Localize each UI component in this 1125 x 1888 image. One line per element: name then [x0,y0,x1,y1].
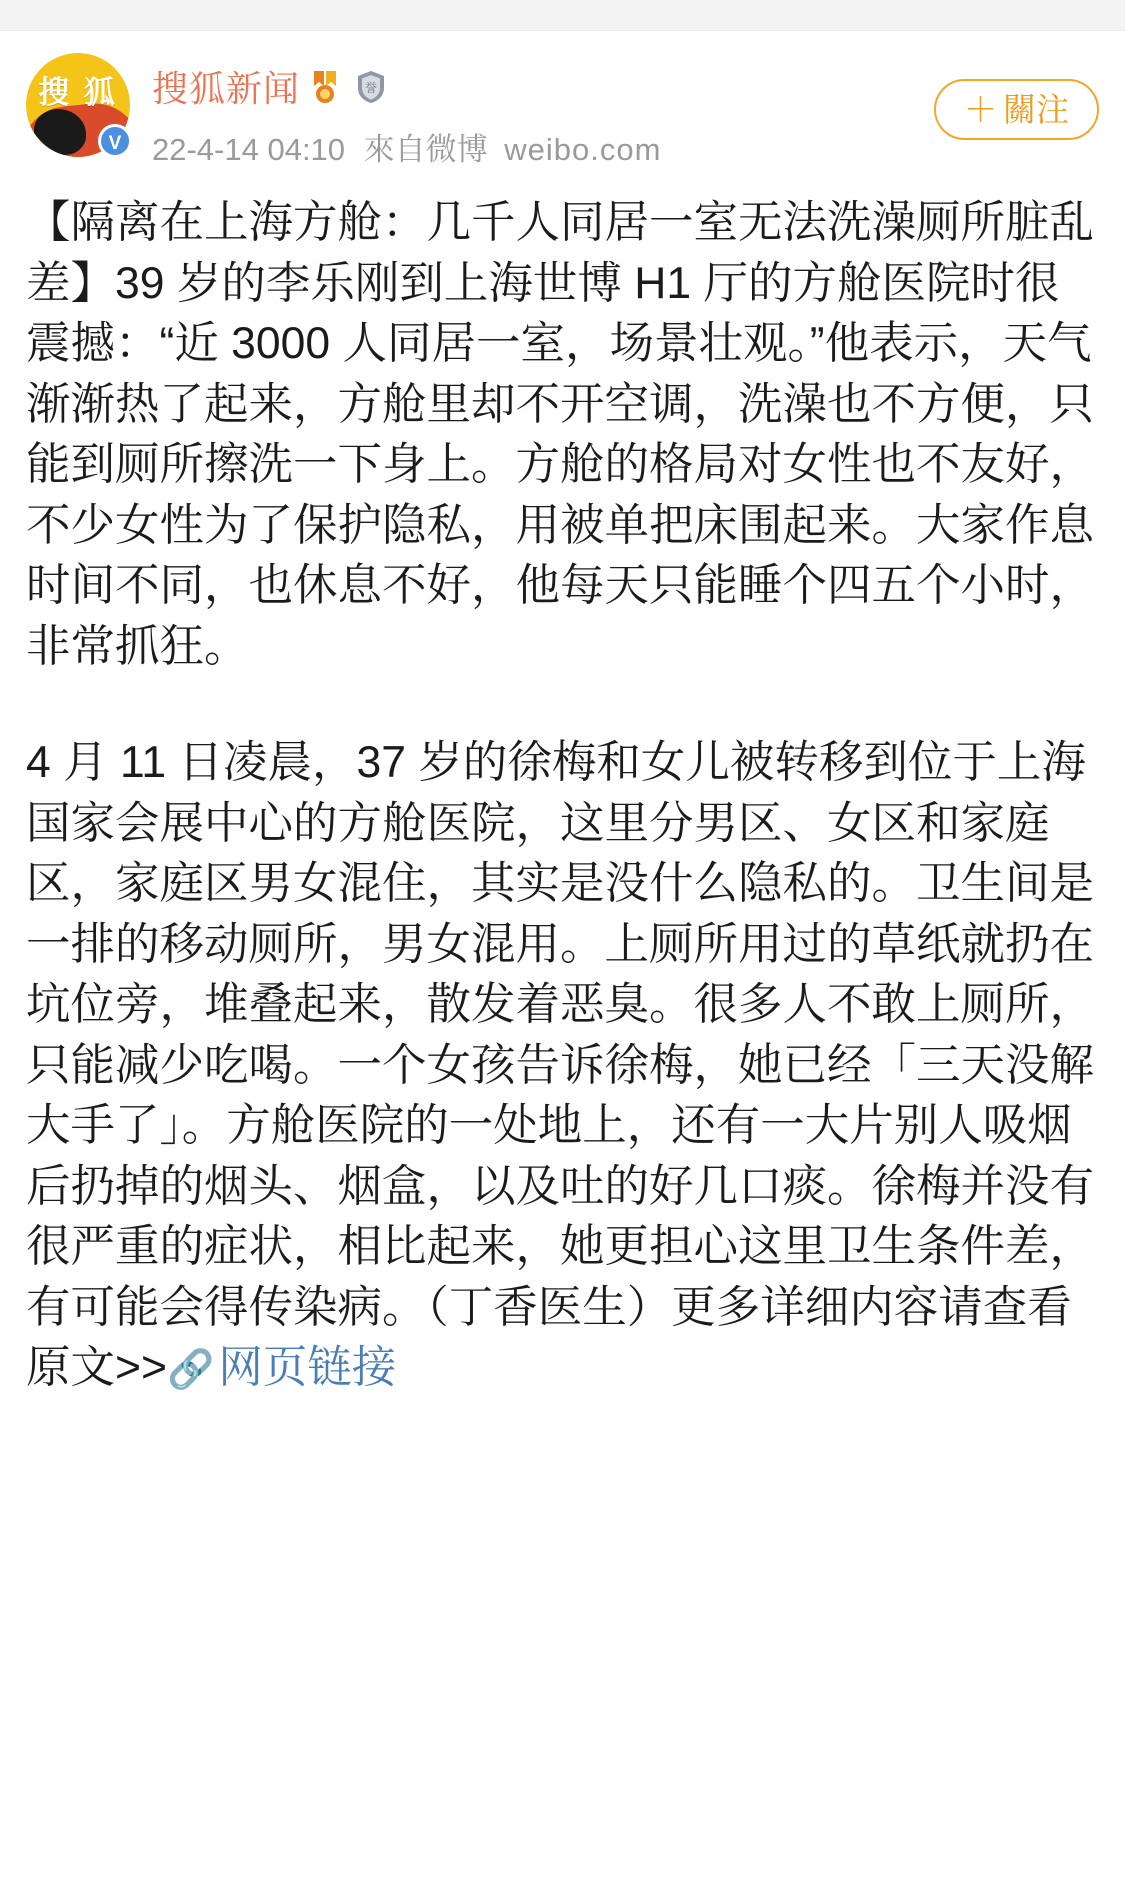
avatar[interactable] [26,53,130,157]
web-link-label: 网页链接 [218,1343,397,1393]
post-header [26,31,1099,175]
medal-icon [310,69,344,105]
post-container [0,31,1125,1399]
status-bar-strip [0,0,1125,31]
plus-icon: ＋ [964,91,997,128]
timestamp: 22-4-14 04:10 [152,132,346,167]
fox-head-shape [34,109,86,155]
source-domain: weibo.com [504,132,662,167]
follow-button[interactable] [934,79,1099,140]
paragraph-spacer [26,677,1099,733]
account-name[interactable]: 搜狐新闻 [152,68,301,109]
web-link[interactable] [167,1343,396,1392]
post-paragraph-2-text: 4 月 11 日凌晨，37 岁的徐梅和女儿被转移到位于上海国家会展中心的方舱医院，这里分男区、女区和家庭区，家庭区男女混住，其实是没什么隐私的。卫生间是一排的移动厕所，男女混用。上厕所用过的草纸就扔在坑位旁，堆叠起来，散发着恶臭。很多人不敢上厕所，只能减少吃喝。一个女孩告诉徐梅，她已经「三天没解大手了」。方舱医院的一处地上，还有一大片别人吸烟后扔掉的烟头、烟盒，以及吐的好几口痰。徐梅并没有很严重的症状，相比起来，她更担心这里卫生条件差，有可能会得传染病。（丁香医生）更多详细内容请查看原文>> [26,738,1095,1393]
verified-badge-icon: V [98,124,132,158]
source-label: 來自微博 [363,132,488,167]
post-paragraph-2 [26,733,1099,1399]
post-body [26,193,1099,1399]
post-paragraph-1: 【隔离在上海方舱：几千人同居一室无法洗澡厕所脏乱差】39 岁的李乐刚到上海世博 H1 厅的方舱医院时很震撼：“近 3000 人同居一室，场景壮观。”他表示，天气渐渐热了起来，方舱里却不开空调，洗澡也不方便，只能到厕所擦洗一下身上。方舱的格局对女性也不友好，不少女性为了保护隐私，用被单把床围起来。大家作息时间不同，也休息不好，他每天只能睡个四五个小时，非常抓狂。 [26,198,1095,671]
link-icon: 🔗 [166,1349,215,1392]
follow-button-label: 關注 [1003,91,1069,128]
shield-icon [354,69,388,105]
avatar-label: 搜 狐 [38,75,118,110]
svg-text:誉: 誉 [365,80,378,95]
